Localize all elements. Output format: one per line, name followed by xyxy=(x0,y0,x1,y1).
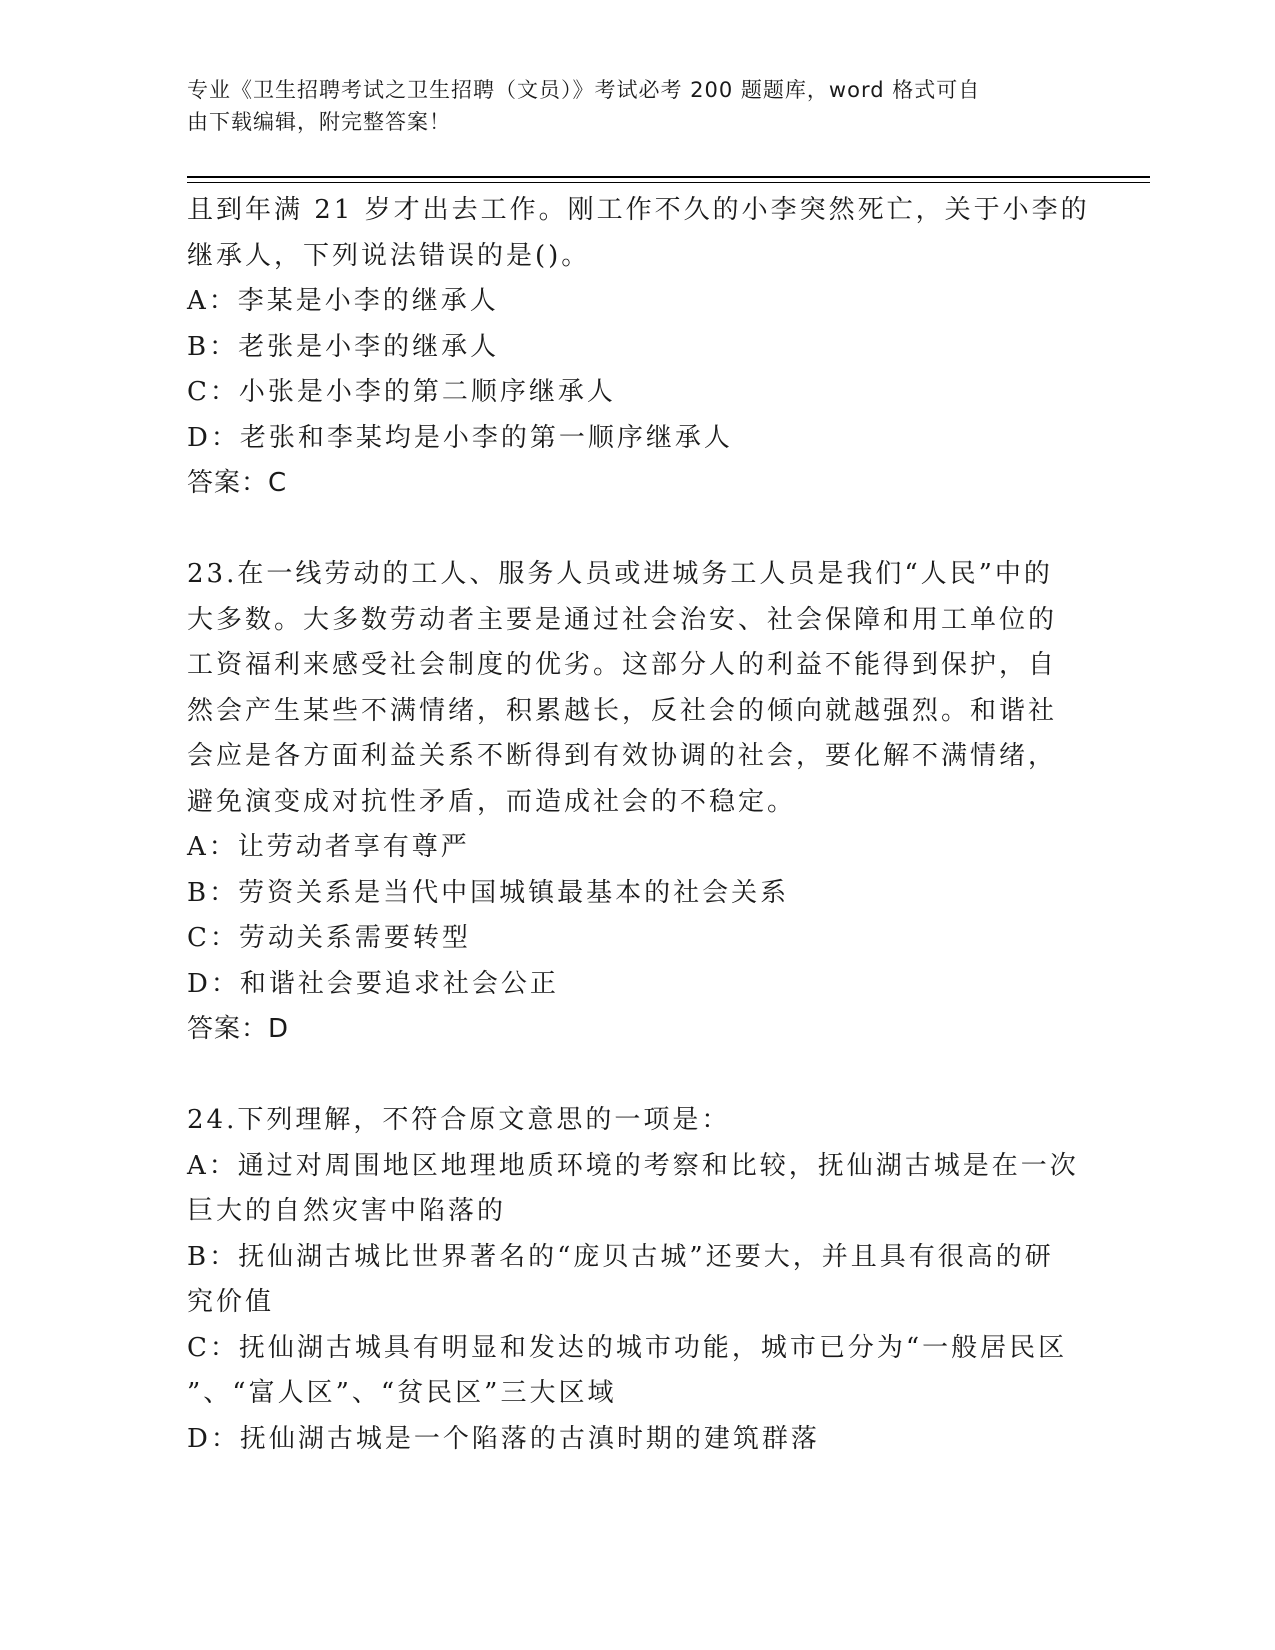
question-24 xyxy=(187,1098,1087,1462)
option-c: C：抚仙湖古城具有明显和发达的城市功能，城市已分为“一般居民区 xyxy=(187,1332,1068,1363)
question-text-line: 大多数。大多数劳动者主要是通过社会治安、社会保障和用工单位的 xyxy=(187,604,1058,635)
header-rule-thin xyxy=(187,182,1150,183)
option-a: A：李某是小李的继承人 xyxy=(187,286,499,316)
answer-line: 答案：C xyxy=(187,468,288,498)
answer-line: 答案：D xyxy=(187,1014,290,1044)
question-23 xyxy=(187,552,1087,1053)
option-a-continued: 巨大的自然灾害中陷落的 xyxy=(187,1196,507,1226)
spacer xyxy=(187,1053,1087,1099)
header-line-1: 专业《卫生招聘考试之卫生招聘（文员）》考试必考 200 题题库，word 格式可自 xyxy=(187,78,981,102)
question-text-line: 避免演变成对抗性矛盾，而造成社会的不稳定。 xyxy=(187,786,797,817)
header-line-2: 由下载编辑，附完整答案！ xyxy=(187,110,451,134)
option-a: A：通过对周围地区地理地质环境的考察和比较，抚仙湖古城是在一次 xyxy=(187,1150,1079,1181)
option-d: D：老张和李某均是小李的第一顺序继承人 xyxy=(187,422,733,453)
option-c: C：劳动关系需要转型 xyxy=(187,923,471,953)
option-b-continued: 究价值 xyxy=(187,1287,275,1317)
question-text-line: 会应是各方面利益关系不断得到有效协调的社会，要化解不满情绪， xyxy=(187,741,1058,771)
option-c-continued: ”、“富人区”、“贫民区”三大区域 xyxy=(187,1378,617,1408)
question-text-line: 且到年满 21 岁才出去工作。刚工作不久的小李突然死亡，关于小李的 xyxy=(187,195,1090,225)
option-b: B：劳资关系是当代中国城镇最基本的社会关系 xyxy=(187,877,790,908)
option-c: C：小张是小李的第二顺序继承人 xyxy=(187,377,616,407)
option-b: B：老张是小李的继承人 xyxy=(187,331,500,362)
question-text-line: 然会产生某些不满情绪，积累越长，反社会的倾向就越强烈。和谐社 xyxy=(187,695,1058,726)
document-header xyxy=(187,74,1067,138)
option-d: D：和谐社会要追求社会公正 xyxy=(187,968,559,999)
header-rule-thick xyxy=(187,176,1150,178)
option-a: A：让劳动者享有尊严 xyxy=(187,832,470,862)
question-text-line: 24.下列理解，不符合原文意思的一项是： xyxy=(187,1105,731,1135)
option-b: B：抚仙湖古城比世界著名的“庞贝古城”还要大，并且具有很高的研 xyxy=(187,1241,1054,1272)
option-d: D：抚仙湖古城是一个陷落的古滇时期的建筑群落 xyxy=(187,1423,820,1454)
question-22 xyxy=(187,188,1090,507)
question-text-line: 继承人，下列说法错误的是()。 xyxy=(187,240,591,271)
spacer xyxy=(187,507,1087,553)
question-text-line: 工资福利来感受社会制度的优劣。这部分人的利益不能得到保护，自 xyxy=(187,650,1058,680)
document-body xyxy=(187,188,1090,1462)
question-text-line: 23.在一线劳动的工人、服务人员或进城务工人员是我们“人民”中的 xyxy=(187,559,1053,589)
